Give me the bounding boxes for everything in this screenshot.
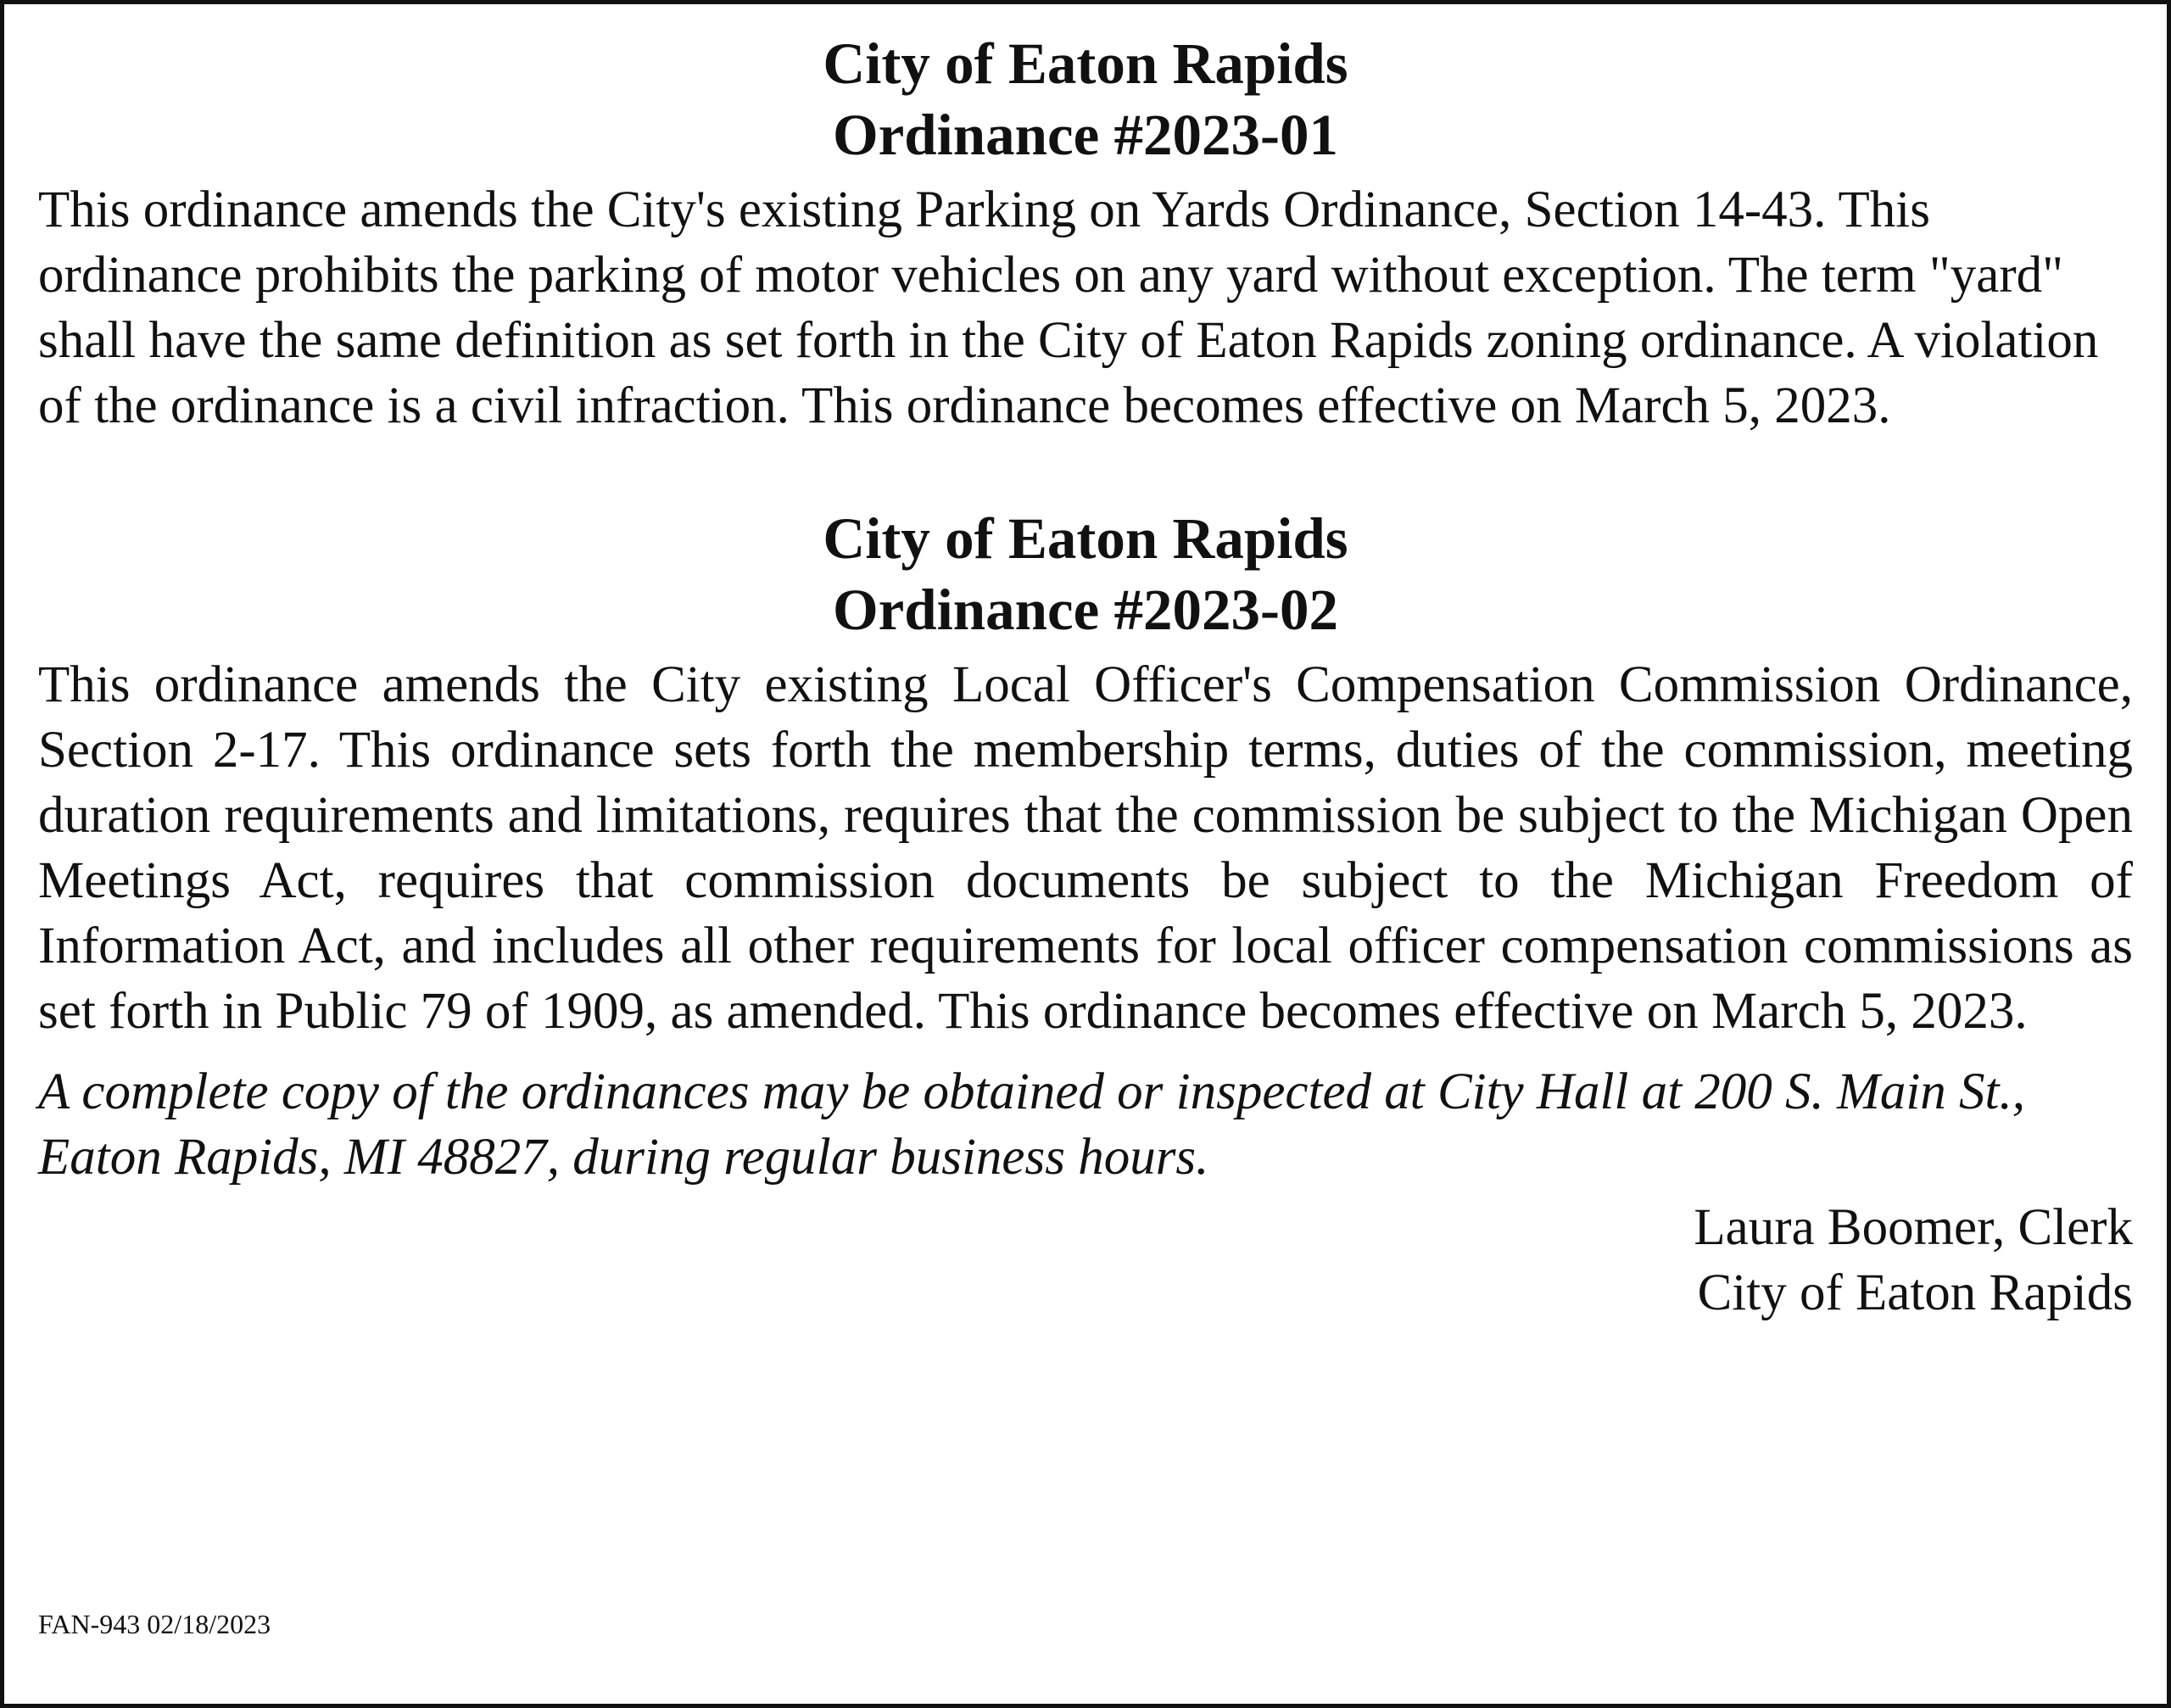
ordinance-1-number-heading: Ordinance #2023-01 [832,103,1339,167]
clerk-organization: City of Eaton Rapids [1697,1264,2133,1321]
ordinance-1-body: This ordinance amends the City's existing Parking on Yards Ordinance, Section 14-43. This ordinance prohibits the parking of motor vehicles on any yard without exception. The term "yard" shall have the same definition as set forth in the City of Eaton Rapids zoning ordinance. A violation of the ordinance is a civil infraction. This ordinance becomes effective on March 5, 2023. [38,181,2099,434]
availability-note: A complete copy of the ordinances may be obtained or inspected at City Hall at 200 S. Main St., Eaton Rapids, MI 48827, during regular business hours. [38,1063,2025,1186]
clerk-name: Laura Boomer, Clerk [1694,1199,2133,1256]
ordinance-2-body: This ordinance amends the City existing Local Officer's Compensation Commission Ordinance, Section 2-17. This ordinance sets forth the membership terms, duties of the commission, meeting duration requirements and limitations, requires that the commission be subject to the Michigan Open Meetings Act, requires that commission documents be subject to the Michigan Freedom of Information Act, and includes all other requirements for local officer compensation commissions as set forth in Public 79 of 1909, as amended. This ordinance becomes effective on March 5, 2023. [38,656,2133,1040]
ordinance-2-city-heading: City of Eaton Rapids [823,506,1348,571]
ordinance-1-city-heading: City of Eaton Rapids [823,31,1348,96]
ordinance-2-heading-block [38,503,2133,645]
publication-code: FAN-943 02/18/2023 [38,1609,271,1639]
signature-block [38,1195,2133,1326]
ordinance-2-number-heading: Ordinance #2023-02 [832,578,1339,642]
